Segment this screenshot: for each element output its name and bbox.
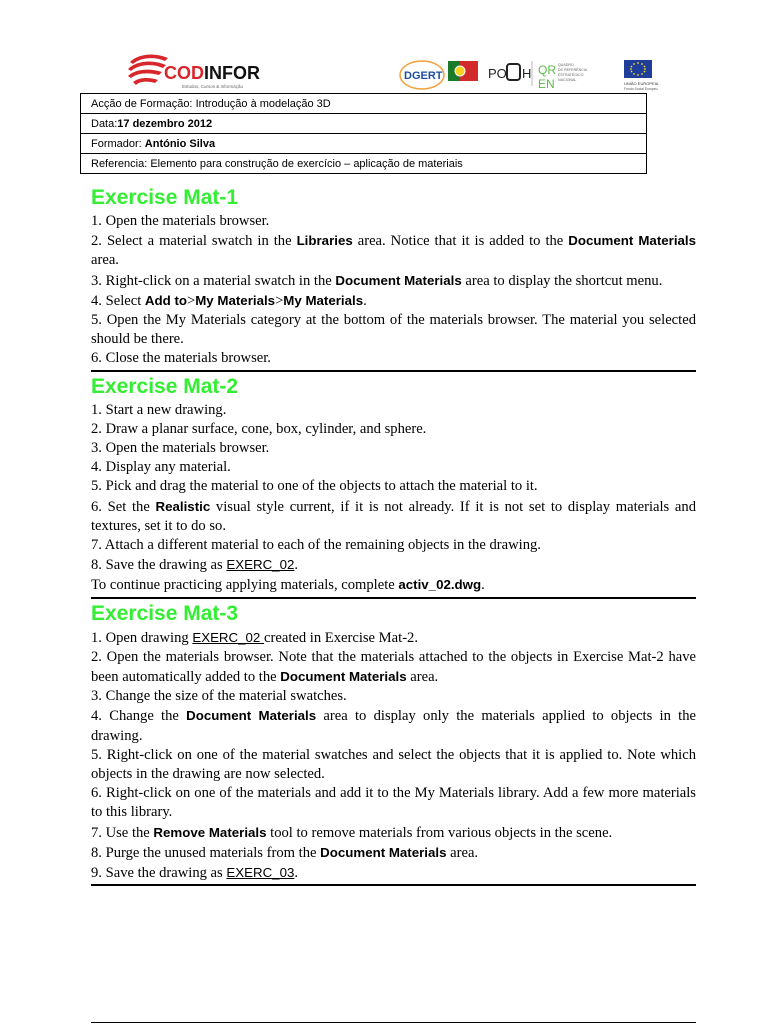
codinfor-logo [124,52,274,92]
info-row-action [81,94,647,114]
course-info-table [80,93,647,174]
step-text: 5. Open the My Materials category at the bottom of the materials browser. The material you selected should be there. [91,312,696,348]
exercise-step [91,401,696,420]
exercise-step [91,823,696,843]
reference-value: Elemento para construção de exercício – aplicação de materiais [150,157,463,170]
exercise-section [91,372,696,599]
exercise-step [91,420,696,439]
step-text: 6. Close the materials browser. [91,350,271,367]
bold-term: Realistic [155,498,211,514]
step-text: area. [446,844,479,861]
step-text: 1. Start a new drawing. [91,401,227,418]
step-text: area to display only the materials applied to objects in the drawing. [91,708,696,744]
step-text: 5. Right-click on one of the material swatches and select the objects that it is applied to. Note which objects in the drawing are now selected. [91,746,696,783]
exercise-step [91,536,696,555]
step-text: 2. Select a material swatch in the [91,233,297,250]
date-label: Data: [91,117,118,130]
exercise-step [91,212,696,231]
info-row-trainer [81,134,647,154]
action-label: Acção de Formação: [91,97,196,110]
step-text: > [275,292,284,309]
info-row-reference [81,154,647,174]
step-text: 6. Right-click on one of the materials and add it to the My Materials library. Add a few more materials to this library. [91,785,696,821]
eu-flag-icon [624,60,659,91]
step-text: 7. Attach a different material to each of the remaining objects in the drawing. [91,537,541,554]
qren-logo [538,63,588,91]
bold-term: Document Materials [568,233,696,249]
step-text: . [363,292,367,309]
file-link[interactable]: EXERC_02 [192,629,265,645]
step-text: 7. Use the [91,824,154,841]
step-text: created in Exercise Mat-2. [264,629,418,646]
exercise-step [91,231,696,270]
poph-logo [488,61,532,86]
bold-term: Document Materials [320,844,447,860]
svg-text:Estudos, Cursos & Informação: Estudos, Cursos & Informação [182,84,244,89]
date-value: 17 dezembro 2012 [117,117,213,130]
exercise-section [91,183,696,372]
svg-text:QR: QR [538,63,556,77]
svg-text:ESTRATÉGICO: ESTRATÉGICO [558,73,584,77]
svg-text:DE REFERÊNCIA: DE REFERÊNCIA [558,68,588,72]
step-text: area. [91,252,119,269]
exercise-step [91,784,696,822]
svg-text:H: H [522,66,532,81]
exercise-step [91,477,696,496]
section-divider [91,884,696,886]
svg-text:PO: PO [488,66,507,81]
step-text: . [481,577,485,594]
file-link[interactable]: EXERC_02 [226,557,295,573]
bold-term: My Materials [283,292,364,308]
step-text: > [187,292,196,309]
exercise-step [91,628,696,648]
step-text: 3. Right-click on a material swatch in the [91,272,336,289]
bold-term: Document Materials [186,708,317,724]
exercise-step [91,271,696,291]
step-text: 1. Open the materials browser. [91,213,270,229]
step-text: area. Notice that it is added to the [352,233,569,250]
svg-text:Fundo Social Europeu: Fundo Social Europeu [624,87,658,91]
trainer-value: António Silva [144,137,216,150]
svg-text:QUADRO: QUADRO [558,63,574,67]
step-text: area to display the shortcut menu. [461,272,663,289]
exercises-content [91,183,696,886]
step-text: visual style current, if it is not already. If it is not set to display materials and textures, set it to do so. [91,498,696,534]
exercise-step [91,349,696,368]
step-text: 1. Open drawing [91,629,193,646]
svg-text:EN: EN [538,77,555,91]
bold-term: Document Materials [280,669,407,685]
svg-text:UNIÃO EUROPEIA: UNIÃO EUROPEIA [624,81,659,86]
bold-term: My Materials [195,292,276,308]
step-text: 4. Change the [91,708,187,725]
exercise-step [91,291,696,311]
info-row-date [81,114,647,134]
exercise-step [91,843,696,863]
bold-term: activ_02.dwg [398,577,482,593]
step-text: 2. Draw a planar surface, cone, box, cylinder, and sphere. [91,420,427,437]
bold-term: Add to [144,292,187,308]
step-text: To continue practicing applying materials, complete [91,577,399,594]
exercise-title: Exercise Mat-3 [91,601,239,625]
partner-logos [398,58,660,92]
svg-text:INFOR: INFOR [204,63,260,83]
exercise-title: Exercise Mat-2 [91,374,239,398]
exercise-step [91,458,696,477]
step-text: 4. Select [91,292,145,309]
action-value: Introdução à modelação 3D [195,97,331,110]
file-link[interactable]: EXERC_03 [226,865,295,881]
step-text: area. [406,669,439,686]
step-text: 9. Save the drawing as [91,865,227,882]
step-text: 6. Set the [91,498,156,515]
step-text: . [294,557,299,574]
exercise-step [91,311,696,349]
step-text: 8. Save the drawing as [91,557,227,574]
reference-label: Referencia: [91,157,151,170]
portugal-flag-icon [448,61,478,81]
exercise-steps [91,212,696,369]
exercise-step [91,746,696,784]
step-text: 8. Purge the unused materials from the [91,844,321,861]
step-text: 2. Open the materials browser. Note that the materials attached to the objects in Exercise Mat-2 have been automatically added to the [91,648,696,686]
exercise-steps [91,401,696,596]
exercise-step [91,863,696,883]
bold-term: Libraries [296,233,353,249]
exercise-step [91,706,696,745]
svg-text:COD: COD [164,63,204,83]
exercise-step [91,497,696,536]
trainer-label: Formador: [91,137,145,150]
svg-text:NACIONAL: NACIONAL [558,78,577,82]
step-text: . [294,865,299,882]
exercise-title: Exercise Mat-1 [91,186,239,209]
step-text: 5. Pick and drag the material to one of the objects to attach the material to it. [91,478,538,495]
footer-divider [91,1022,696,1023]
dgert-logo [400,61,444,89]
svg-text:DGERT: DGERT [404,70,443,82]
exercise-step [91,575,696,595]
exercise-step [91,687,696,706]
step-text: tool to remove materials from various objects in the scene. [266,824,613,841]
exercise-step [91,555,696,575]
exercise-step [91,648,696,687]
exercise-step [91,439,696,458]
exercise-steps [91,628,696,884]
bold-term: Remove Materials [153,824,267,840]
exercise-section [91,599,696,887]
bold-term: Document Materials [335,272,462,288]
step-text: 4. Display any material. [91,459,231,476]
step-text: 3. Open the materials browser. [91,440,270,457]
step-text: 3. Change the size of the material swatches. [91,688,347,705]
